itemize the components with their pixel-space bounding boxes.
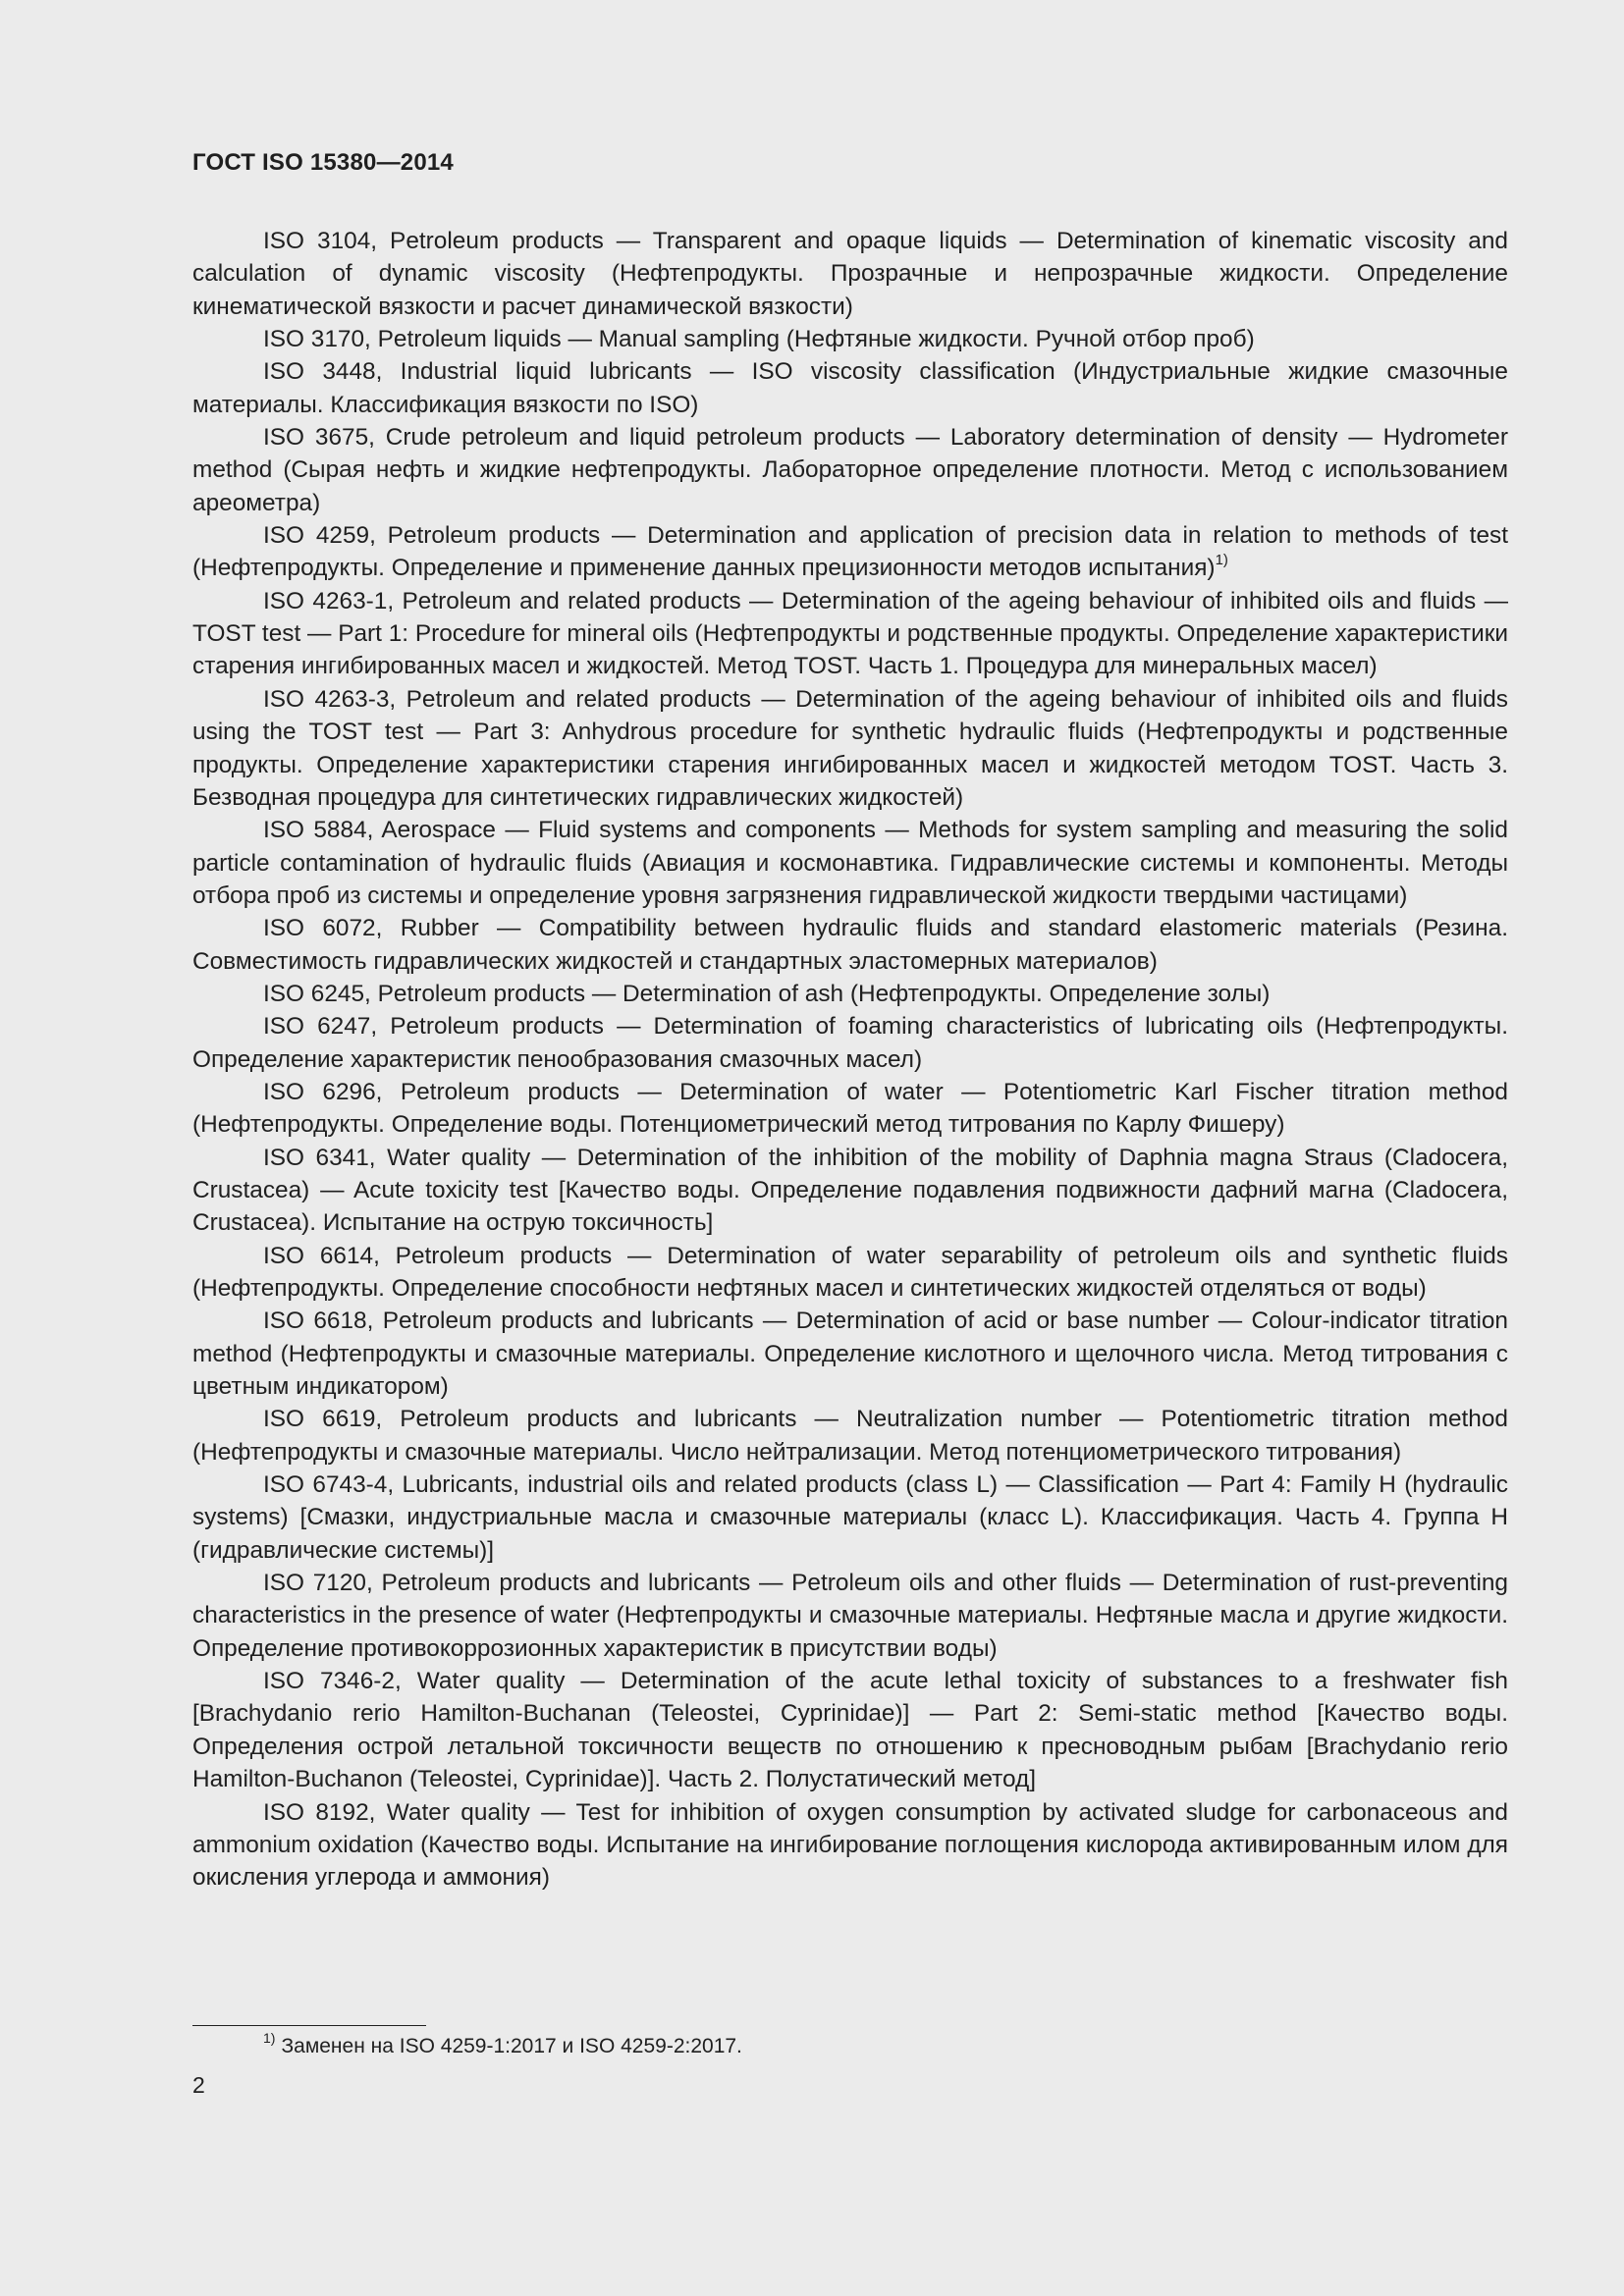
reference-item xyxy=(192,1665,1508,1795)
reference-item xyxy=(192,585,1508,683)
reference-text: ISO 6614, Petroleum products — Determination of water separability of petroleum oils and synthetic fluids (Нефтепродукты. Определение способности нефтяных масел и синтетических жидкостей отделяться от воды) xyxy=(192,1242,1508,1302)
footnote-text: Заменен на ISO 4259-1:2017 и ISO 4259-2:2017. xyxy=(281,2035,742,2057)
reference-text: ISO 6618, Petroleum products and lubricants — Determination of acid or base number — Colour-indicator titration method (Нефтепродукты и смазочные материалы. Определение кислотного и щелочного числа. Метод титрования с цветным индикатором) xyxy=(192,1308,1508,1401)
footnote-divider xyxy=(192,2025,426,2026)
reference-text: ISO 6341, Water quality — Determination of the inhibition of the mobility of Daphnia magna Straus (Cladocera, Crustacea) — Acute toxicity test [Качество воды. Определение подавления подвижности дафний магна (Cladocera, Crustacea). Испытание на острую токсичность] xyxy=(192,1144,1508,1237)
reference-item xyxy=(192,1010,1508,1076)
reference-item xyxy=(192,1468,1508,1567)
reference-text: ISO 6072, Rubber — Compatibility between hydraulic fluids and standard elastomeric materials (Резина. Совместимость гидравлических жидкостей и стандартных эластомерных материалов) xyxy=(192,915,1508,975)
reference-text: ISO 8192, Water quality — Test for inhibition of oxygen consumption by activated sludge for carbonaceous and ammonium oxidation (Качество воды. Испытание на ингибирование поглощения кислорода активированным илом для окисления углерода и аммония) xyxy=(192,1798,1508,1892)
reference-item xyxy=(192,683,1508,814)
reference-text: ISO 5884, Aerospace — Fluid systems and components — Methods for system sampling and measuring the solid particle contamination of hydraulic fluids (Авиация и космонавтика. Гидравлические системы и компоненты. Методы отбора проб из системы и определение уровня загрязнения гидравлической жидкости твердыми частицами) xyxy=(192,817,1508,909)
reference-text: ISO 3104, Petroleum products — Transparent and opaque liquids — Determination of kinematic viscosity and calculation of dynamic viscosity (Нефтепродукты. Прозрачные и непрозрачные жидкости. Определение кинематической вязкости и расчет динамической вязкости) xyxy=(192,228,1508,320)
reference-item xyxy=(192,912,1508,978)
footnote xyxy=(263,2032,742,2061)
reference-text: ISO 4263-3, Petroleum and related products — Determination of the ageing behaviour of inhibited oils and fluids using the TOST test — Part 3: Anhydrous procedure for synthetic hydraulic fluids (Нефтепродукты и родственные продукты. Определение характеристики старения ингибированных масел и жидкостей методом TOST. Часть 3. Безводная процедура для синтетических гидравлических жидкостей) xyxy=(192,685,1508,811)
normative-references-list xyxy=(192,225,1508,1895)
reference-text: ISO 6743-4, Lubricants, industrial oils and related products (class L) — Classification — Part 4: Family H (hydraulic systems) [Смазки, индустриальные масла и смазочные материалы (класс L). Классификация. Часть 4. Группа H (гидравлические системы)] xyxy=(192,1471,1508,1564)
reference-item xyxy=(192,355,1508,421)
reference-text: ISO 4263-1, Petroleum and related products — Determination of the ageing behaviour of inhibited oils and fluids — TOST test — Part 1: Procedure for mineral oils (Нефтепродукты и родственные продукты. Определение характеристики старения ингибированных масел и жидкостей. Метод TOST. Часть 1. Процедура для минеральных масел) xyxy=(192,587,1509,680)
reference-text: ISO 4259, Petroleum products — Determination and application of precision data in relation to methods of test (Нефтепродукты. Определение и применение данных прецизионности методов испытания) xyxy=(192,522,1508,582)
footnote-reference-marker: 1) xyxy=(1215,552,1228,569)
reference-item xyxy=(192,1567,1508,1665)
reference-item xyxy=(192,1076,1508,1142)
reference-item xyxy=(192,1403,1508,1468)
reference-text: ISO 3675, Crude petroleum and liquid petroleum products — Laboratory determination of density — Hydrometer method (Сырая нефть и жидкие нефтепродукты. Лабораторное определение плотности. Метод с использованием ареометра) xyxy=(192,424,1508,516)
reference-item xyxy=(192,421,1508,519)
reference-item xyxy=(192,323,1508,355)
reference-text: ISO 6619, Petroleum products and lubricants — Neutralization number — Potentiometric titration method (Нефтепродукты и смазочные материалы. Число нейтрализации. Метод потенциометрического титрования) xyxy=(192,1406,1508,1466)
reference-text: ISO 3448, Industrial liquid lubricants — ISO viscosity classification (Индустриальные жидкие смазочные материалы. Классификация вязкости по ISO) xyxy=(192,358,1508,418)
reference-text: ISO 6296, Petroleum products — Determination of water — Potentiometric Karl Fischer titration method (Нефтепродукты. Определение воды. Потенциометрический метод титрования по Карлу Фишеру) xyxy=(192,1078,1508,1139)
reference-item xyxy=(192,519,1508,585)
reference-text: ISO 7346-2, Water quality — Determination of the acute lethal toxicity of substances to a freshwater fish [Brachydanio rerio Hamilton-Buchanan (Teleostei, Cyprinidae)] — Part 2: Semi-static method [Качество воды. Определения острой летальной токсичности веществ по отношению к пресноводным рыбам [Brachydanio rerio Hamilton-Buchanon (Teleostei, Cyprinidae)]. Часть 2. Полустатический метод] xyxy=(192,1668,1508,1793)
reference-text: ISO 7120, Petroleum products and lubricants — Petroleum oils and other fluids — Determination of rust-preventing characteristics in the presence of water (Нефтепродукты и смазочные материалы. Нефтяные масла и другие жидкости. Определение противокоррозионных характеристик в присутствии воды) xyxy=(192,1570,1508,1662)
reference-item xyxy=(192,1305,1508,1403)
footnote-marker: 1) xyxy=(263,2030,276,2046)
reference-text: ISO 6245, Petroleum products — Determination of ash (Нефтепродукты. Определение золы) xyxy=(263,980,1271,1007)
reference-text: ISO 3170, Petroleum liquids — Manual sampling (Нефтяные жидкости. Ручной отбор проб) xyxy=(263,326,1255,353)
reference-item xyxy=(192,225,1508,323)
page-header: ГОСТ ISO 15380—2014 xyxy=(192,149,454,176)
reference-item xyxy=(192,1142,1508,1240)
reference-item xyxy=(192,978,1508,1010)
reference-item xyxy=(192,1240,1508,1306)
reference-item xyxy=(192,1796,1508,1895)
reference-text: ISO 6247, Petroleum products — Determination of foaming characteristics of lubricating oils (Нефтепродукты. Определение характеристик пенообразования смазочных масел) xyxy=(192,1013,1508,1073)
page-number: 2 xyxy=(192,2072,205,2098)
reference-item xyxy=(192,814,1508,912)
